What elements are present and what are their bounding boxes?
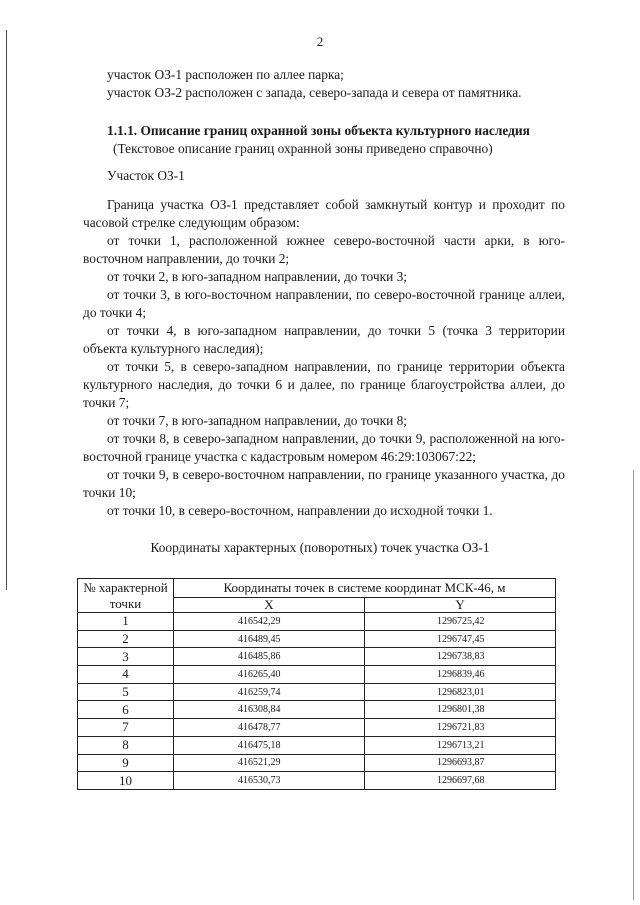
coord-y: 1296697,68 [365, 772, 556, 790]
header-point-number: № характерной точки [78, 579, 174, 613]
table-caption: Координаты характерных (поворотных) точек участка ОЗ-1 [150, 540, 490, 555]
description-paragraph: Граница участка ОЗ-1 представляет собой замкнутый контур и проходит по часовой стрелке следующим образом: [83, 197, 565, 230]
point-number: 9 [78, 754, 174, 772]
coord-y: 1296721,83 [365, 719, 556, 737]
coord-y: 1296839,46 [365, 666, 556, 684]
description-paragraph: от точки 10, в северо-восточном, направлении до исходной точки 1. [107, 503, 493, 518]
coord-y: 1296823,01 [365, 683, 556, 701]
point-number: 10 [78, 772, 174, 790]
point-number: 2 [78, 630, 174, 648]
coord-y: 1296801,38 [365, 701, 556, 719]
intro-line: участок ОЗ-1 расположен по аллее парка; [107, 67, 344, 82]
section-heading: 1.1.1. Описание границ охранной зоны объекта культурного наследия [107, 123, 530, 138]
point-number: 6 [78, 701, 174, 719]
table-row [78, 630, 556, 648]
table-row [78, 736, 556, 754]
description-paragraph: от точки 3, в юго-восточном направлении, по северо-восточной границе аллеи, до точки 4; [83, 287, 565, 320]
table-row [78, 613, 556, 631]
description-paragraph: от точки 8, в северо-западном направлении, до точки 9, расположенной на юго-восточной границе участка с кадастровым номером 46:29:103067:22; [83, 431, 565, 464]
intro-block [83, 66, 565, 102]
coord-y: 1296713,21 [365, 736, 556, 754]
boundary-description [83, 196, 565, 520]
coordinates-table [77, 578, 556, 790]
coord-x: 416521,29 [174, 754, 365, 772]
coord-x: 416308,84 [174, 701, 365, 719]
coord-x: 416475,18 [174, 736, 365, 754]
table-row [78, 754, 556, 772]
point-number: 5 [78, 683, 174, 701]
section-subheading: (Текстовое описание границ охранной зоны приведено справочно) [113, 141, 493, 156]
area-label: Участок ОЗ-1 [107, 168, 185, 183]
coord-y: 1296747,45 [365, 630, 556, 648]
table-row [78, 772, 556, 790]
coord-x: 416259,74 [174, 683, 365, 701]
scan-edge-left [6, 30, 7, 590]
point-number: 7 [78, 719, 174, 737]
coord-x: 416530,73 [174, 772, 365, 790]
coord-y: 1296725,42 [365, 613, 556, 631]
table-row [78, 683, 556, 701]
page-number: 2 [316, 34, 324, 49]
description-paragraph: от точки 7, в юго-западном направлении, до точки 8; [107, 413, 408, 428]
description-paragraph: от точки 5, в северо-западном направлении, по границе территории объекта культурного наследия, до точки 6 и далее, по границе благоустройства аллеи, до точки 7; [83, 359, 565, 410]
point-number: 4 [78, 666, 174, 684]
point-number: 8 [78, 736, 174, 754]
coord-x: 416478,77 [174, 719, 365, 737]
coord-x: 416265,40 [174, 666, 365, 684]
coord-y: 1296693,87 [365, 754, 556, 772]
table-row [78, 666, 556, 684]
table-row [78, 701, 556, 719]
description-paragraph: от точки 9, в северо-восточном направлении, по границе указанного участка, до точки 10; [83, 467, 565, 500]
table-row [78, 648, 556, 666]
coord-x: 416542,29 [174, 613, 365, 631]
header-x: X [174, 598, 365, 613]
point-number: 3 [78, 648, 174, 666]
header-y: Y [365, 598, 556, 613]
table-row [78, 719, 556, 737]
description-paragraph: от точки 1, расположенной южнее северо-восточной части арки, в юго-восточном направлении, до точки 2; [83, 233, 565, 266]
description-paragraph: от точки 4, в юго-западном направлении, до точки 5 (точка 3 территории объекта культурного наследия); [83, 323, 565, 356]
scan-edge-right [633, 470, 634, 900]
header-coordinates: Координаты точек в системе координат МСК-46, м [174, 579, 556, 598]
coord-x: 416485,86 [174, 648, 365, 666]
intro-line: участок ОЗ-2 расположен с запада, северо-запада и севера от памятника. [107, 85, 522, 100]
coord-y: 1296738,83 [365, 648, 556, 666]
coord-x: 416489,45 [174, 630, 365, 648]
point-number: 1 [78, 613, 174, 631]
description-paragraph: от точки 2, в юго-западном направлении, до точки 3; [107, 269, 408, 284]
